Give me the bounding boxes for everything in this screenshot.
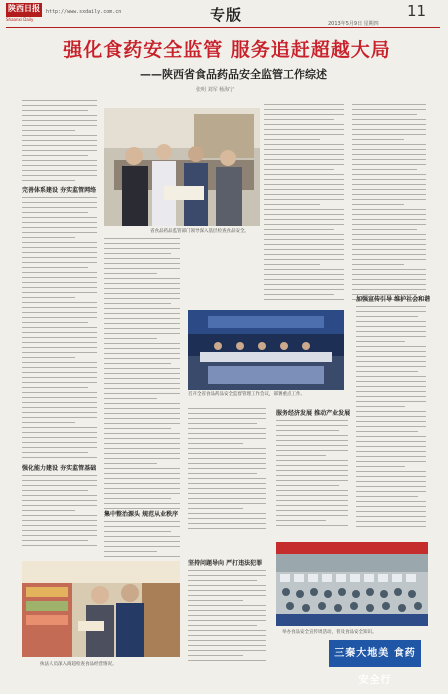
column-3-text-b xyxy=(188,408,266,533)
subhead-3: 集中整治源头 规范从业秩序 xyxy=(104,511,179,518)
photo-conference xyxy=(188,310,344,390)
caption-photo-4: 举办食品安全宣传周活动，普及食品安全知识。 xyxy=(282,630,377,635)
headline: 强化食药安全监管 服务追赶超越大局 xyxy=(63,39,391,61)
masthead-name: 陕西日报 xyxy=(8,3,40,13)
subhead-6: 加强宣传引导 维护社会和谐 xyxy=(356,296,431,303)
photo-publicity-event xyxy=(276,542,428,626)
site-url: http://www.sxdaily.com.cn xyxy=(46,9,122,15)
slogan-badge xyxy=(329,640,421,686)
page-number: 11 xyxy=(407,2,427,20)
photo-inspection xyxy=(104,108,260,226)
subhead-5: 服务经济发展 推动产业发展 xyxy=(276,410,351,417)
subhead-4: 坚持问题导向 严打违法犯罪 xyxy=(188,560,263,567)
column-1-text-c xyxy=(22,475,97,550)
subhead-1: 完善体系建设 夯实监管网络 xyxy=(22,187,97,194)
column-3-text-c xyxy=(188,570,266,665)
column-2-text xyxy=(104,238,180,513)
column-1-text xyxy=(22,100,97,185)
issue-date: 2013年5月9日 星期四 xyxy=(328,21,379,27)
column-1-text-b xyxy=(22,197,97,462)
column-5-text xyxy=(356,306,426,531)
column-3-text xyxy=(264,104,344,304)
subhead-2: 强化能力建设 夯实监管基础 xyxy=(22,465,97,472)
masthead-logo xyxy=(6,3,42,17)
column-4-text-b xyxy=(276,420,348,530)
byline: 张明 刘军 杨海宁 xyxy=(196,87,235,93)
header-rule xyxy=(6,27,440,28)
masthead-subtitle: Shaanxi Daily xyxy=(6,17,34,22)
photo-supermarket xyxy=(22,561,180,657)
caption-photo-1: 省食品药品监管部门领导深入基层检查食品安全。 xyxy=(150,229,249,234)
section-label: 专版 xyxy=(210,6,243,24)
column-4-text xyxy=(352,104,426,304)
caption-photo-3: 执法人员深入商超检查食品经营情况。 xyxy=(40,662,117,667)
subhead: ——陕西省食品药品安全监管工作综述 xyxy=(140,68,327,81)
caption-photo-2: 召开全省食品药品安全监督管理工作会议，部署重点工作。 xyxy=(188,392,305,397)
column-2-text-b xyxy=(104,521,180,561)
slogan-text: 三秦大地美 食药安全行 xyxy=(334,648,416,686)
